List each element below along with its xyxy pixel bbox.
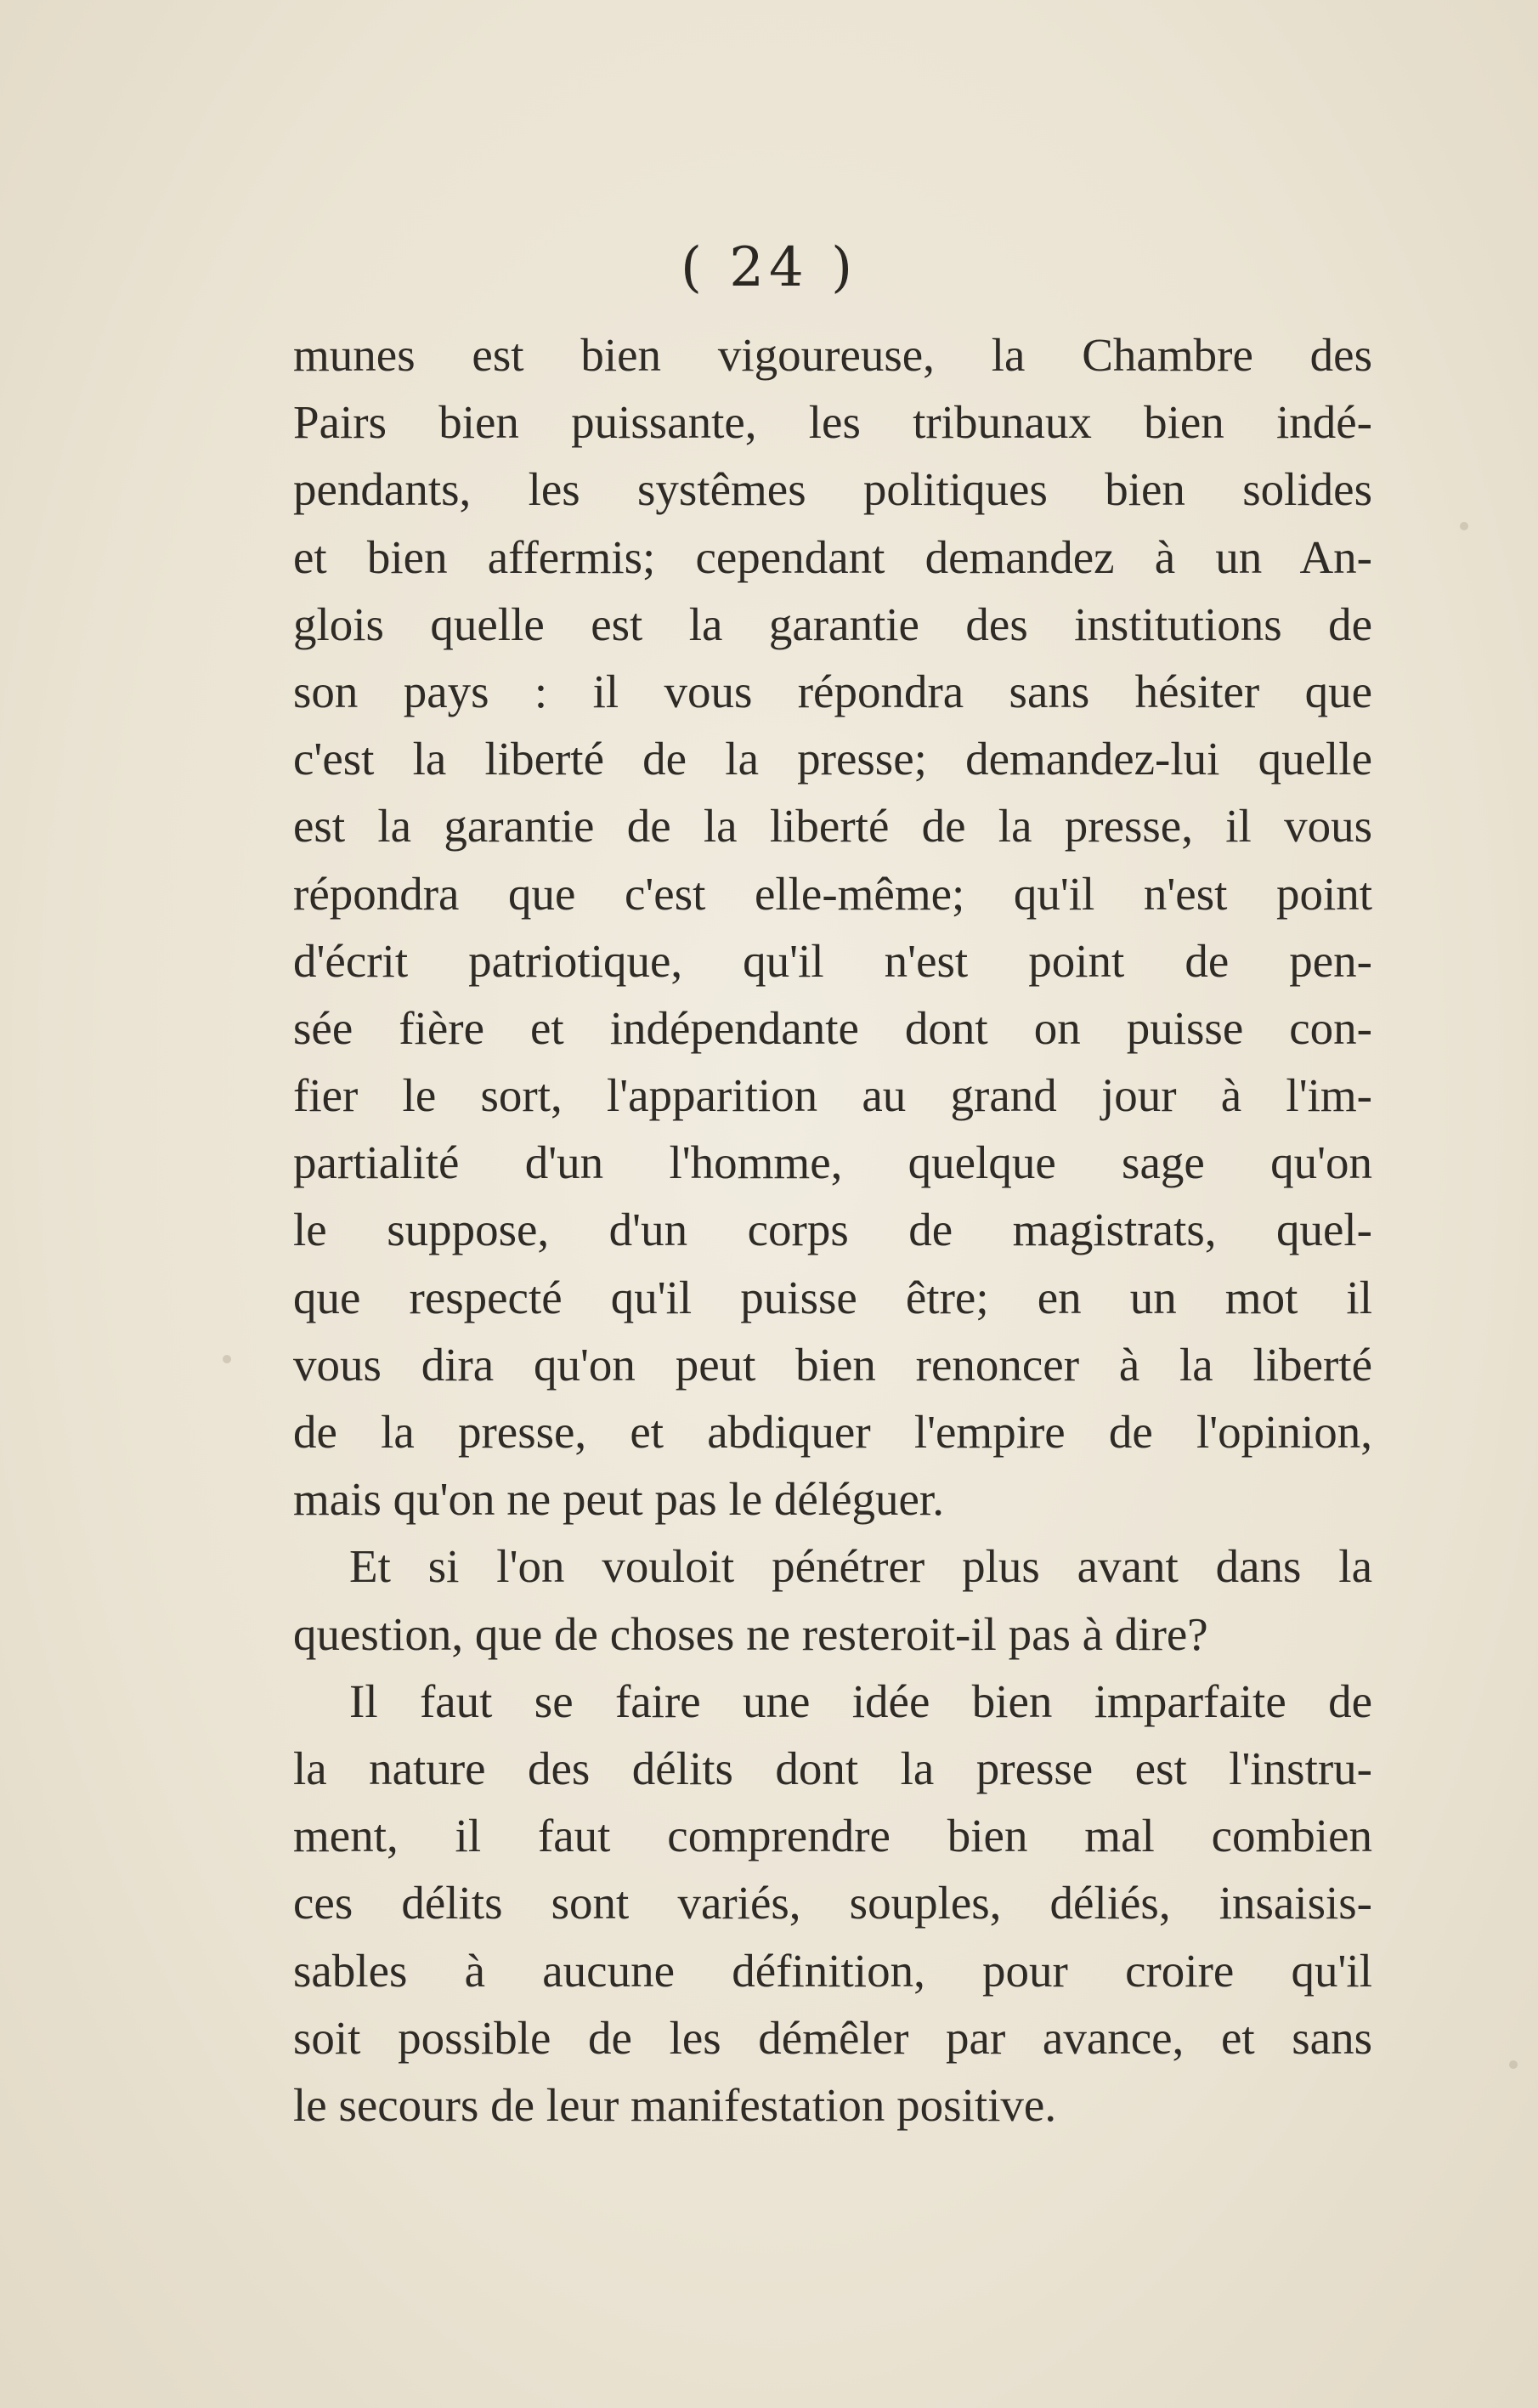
- text-line: la nature des délits dont la presse est l'instru-: [293, 1742, 1372, 1794]
- text-line: soit possible de les démêler par avance, et sans: [293, 2011, 1372, 2064]
- text-line: c'est la liberté de la presse; demandez-lui quelle: [293, 733, 1372, 785]
- text-line: mais qu'on ne peut pas le déléguer.: [293, 1473, 944, 1526]
- paragraph-first-line: Il faut se faire une idée bien imparfaite de: [349, 1674, 1372, 1727]
- text-line: et bien affermis; cependant demandez à un An-: [293, 530, 1372, 583]
- text-line: d'écrit patriotique, qu'il n'est point de pen-: [293, 934, 1372, 987]
- text-line: le secours de leur manifestation positive.: [293, 2078, 1057, 2131]
- body-text: [293, 321, 1372, 2139]
- text-line: est la garantie de la liberté de la presse, il vous: [293, 800, 1372, 853]
- paper-speck: [1460, 522, 1468, 530]
- text-line: pendants, les systêmes politiques bien solides: [293, 463, 1372, 516]
- text-line: question, que de choses ne resteroit-il pas à dire?: [293, 1607, 1208, 1660]
- text-line: munes est bien vigoureuse, la Chambre des: [293, 329, 1372, 381]
- text-line: fier le sort, l'apparition au grand jour à l'im-: [293, 1069, 1372, 1122]
- text-line: Pairs bien puissante, les tribunaux bien indé-: [293, 396, 1372, 449]
- text-line: ment, il faut comprendre bien mal combien: [293, 1810, 1372, 1862]
- text-line: glois quelle est la garantie des institutions de: [293, 598, 1372, 650]
- text-line: son pays : il vous répondra sans hésiter que: [293, 665, 1372, 717]
- page-number: ( 24 ): [680, 236, 858, 299]
- text-line: sée fière et indépendante dont on puisse con-: [293, 1001, 1372, 1054]
- text-line: de la presse, et abdiquer l'empire de l'opinion,: [293, 1406, 1372, 1458]
- text-line: que respecté qu'il puisse être; en un mot il: [293, 1271, 1372, 1323]
- text-line: partialité d'un l'homme, quelque sage qu'on: [293, 1136, 1372, 1189]
- text-line: sables à aucune définition, pour croire qu'il: [293, 1944, 1372, 1997]
- paragraph-first-line: Et si l'on vouloit pénétrer plus avant dans la: [349, 1540, 1372, 1593]
- paper-speck: [223, 1355, 231, 1363]
- paper-speck: [1509, 2060, 1518, 2069]
- text-line: vous dira qu'on peut bien renoncer à la liberté: [293, 1338, 1372, 1391]
- text-line: répondra que c'est elle-même; qu'il n'est point: [293, 867, 1372, 920]
- text-line: le suppose, d'un corps de magistrats, quel-: [293, 1204, 1372, 1256]
- text-line: ces délits sont variés, souples, déliés, insaisis-: [293, 1877, 1372, 1929]
